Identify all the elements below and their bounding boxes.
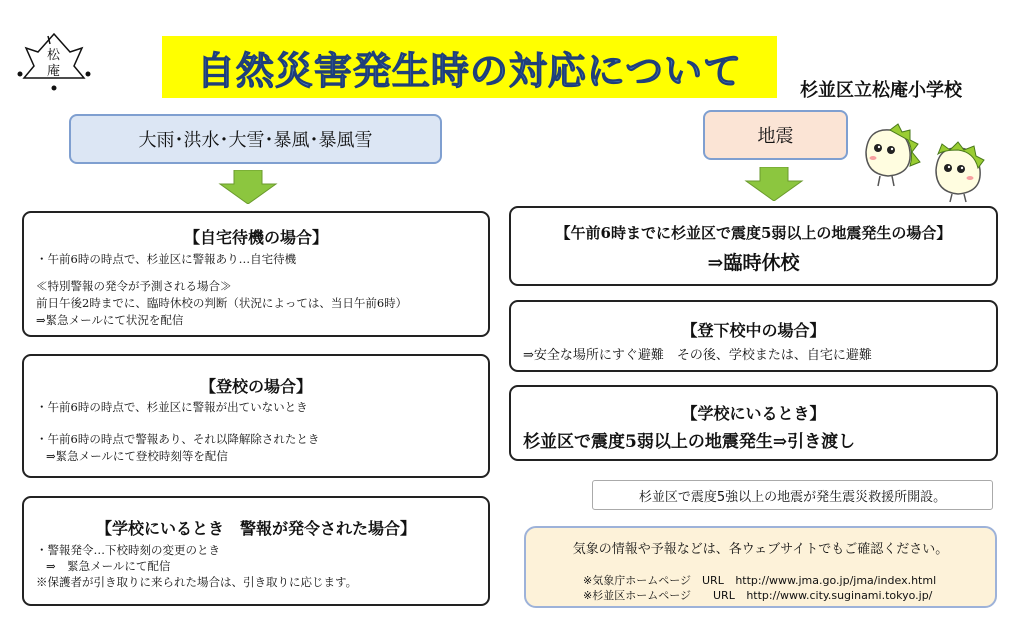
card-title: 【学校にいるとき 警報が発令された場合】 (95, 519, 416, 538)
card-line: ⇒緊急メールにて状況を配信 (36, 313, 184, 327)
right-category-label: 地震 (757, 126, 794, 147)
card-line: ・午前6時の時点で、杉並区に警報あり…自宅待機 (36, 252, 297, 266)
info-link-row (583, 572, 936, 588)
card-title: 【登下校中の場合】 (681, 321, 826, 340)
info-link-row (583, 587, 932, 603)
logo-char-top: 松 (47, 48, 61, 63)
suginami-link[interactable]: http://www.city.suginami.tokyo.jp/ (746, 589, 933, 602)
card-line: 前日午後2時までに、臨時休校の判断（状況によっては、当日午前6時） (36, 296, 408, 310)
card-at-school-warning (22, 496, 490, 606)
card-line: ・警報発令…下校時刻の変更のとき (36, 543, 220, 557)
card-title: 【自宅待機の場合】 (183, 228, 328, 247)
info-box (524, 526, 997, 608)
left-category-header (69, 114, 442, 164)
card-result: ⇒臨時休校 (707, 252, 800, 274)
shelter-note-text: 杉並区で震度5強以上の地震が発生震災救援所開設。 (638, 489, 947, 505)
right-category-header (703, 110, 848, 160)
card-line: 杉並区で震度5弱以上の地震発生⇒引き渡し (523, 432, 856, 452)
card-commute-earthquake (509, 300, 998, 372)
down-arrow-icon (218, 170, 278, 204)
info-link-label: ※杉並区ホームページ URL (583, 589, 735, 602)
card-line: ※保護者が引き取りに来られた場合は、引き取りに応じます。 (36, 575, 358, 589)
info-link-label: ※気象庁ホームページ URL (583, 574, 724, 587)
jma-link[interactable]: http://www.jma.go.jp/jma/index.html (735, 574, 937, 587)
card-title: 【学校にいるとき】 (681, 404, 826, 423)
card-line: ⇒緊急メールにて登校時刻等を配信 (46, 449, 228, 463)
card-line: ⇒ 緊急メールにて配信 (46, 559, 171, 573)
school-logo (14, 30, 94, 94)
card-title: 【登校の場合】 (199, 377, 312, 396)
title-banner (162, 36, 777, 98)
card-at-school-earthquake (509, 385, 998, 461)
card-home-standby (22, 211, 490, 337)
card-attend-school (22, 354, 490, 478)
info-main-text: 気象の情報や予報などは、各ウェブサイトでもご確認ください。 (572, 542, 949, 557)
school-name: 杉並区立松庵小学校 (800, 80, 962, 101)
card-line: ・午前6時の時点で警報あり、それ以降解除されたとき (36, 432, 320, 446)
left-category-label: 大雨･洪水･大雪･暴風･暴風雪 (138, 130, 373, 151)
card-early-earthquake (509, 206, 998, 286)
mascot-characters-icon (858, 122, 998, 204)
down-arrow-icon (744, 167, 804, 201)
page-title: 自然災害発生時の対応について (196, 48, 743, 93)
shelter-note (592, 480, 993, 510)
card-line: ≪特別警報の発令が予測される場合≫ (36, 279, 232, 293)
card-line: ・午前6時の時点で、杉並区に警報が出ていないとき (36, 400, 308, 414)
logo-char-bottom: 庵 (47, 64, 61, 79)
card-title: 【午前6時までに杉並区で震度5弱以上の地震発生の場合】 (555, 224, 952, 242)
card-line: ⇒安全な場所にすぐ避難 その後、学校または、自宅に避難 (523, 348, 872, 363)
